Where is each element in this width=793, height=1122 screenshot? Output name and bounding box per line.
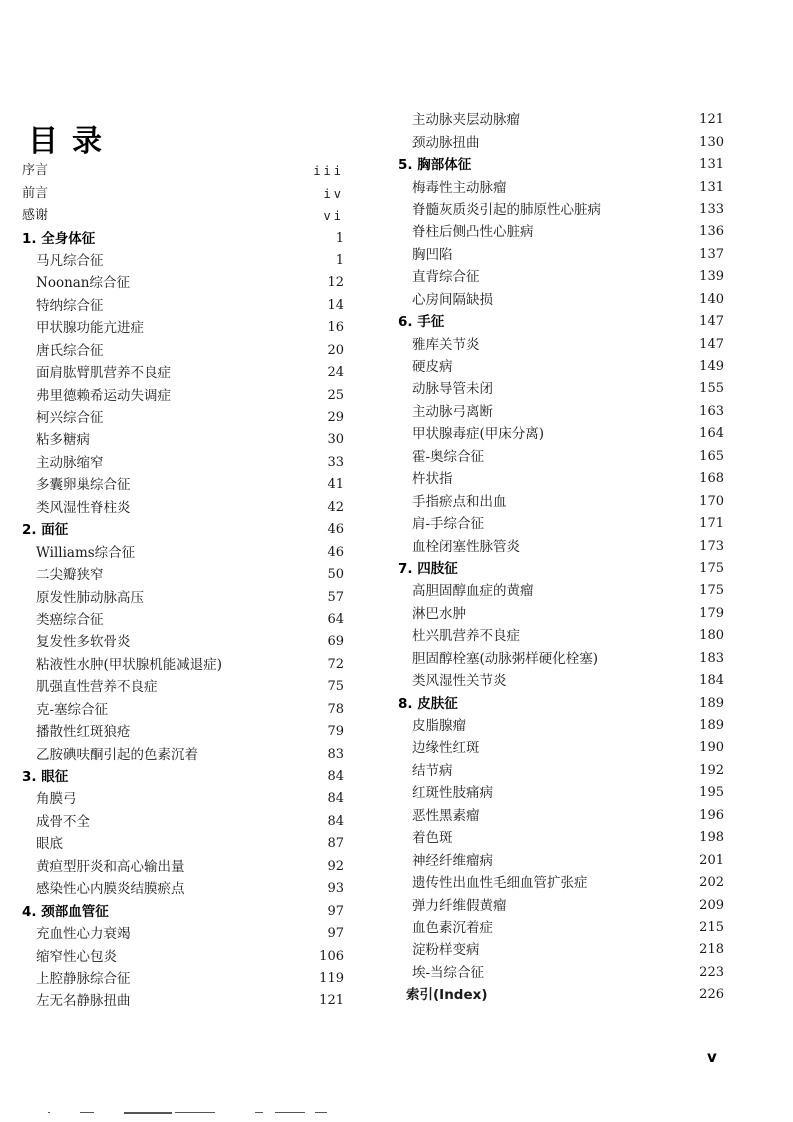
toc-entry-title: 4. 颈部血管征 (22, 903, 109, 920)
toc-entry (22, 541, 344, 563)
toc-entry-title: 杜兴肌营养不良症 (412, 628, 520, 645)
toc-entry-title: 皮脂腺瘤 (412, 718, 466, 735)
toc-page-number: 83 (327, 746, 344, 762)
toc-page-number: 92 (327, 858, 344, 874)
toc-entry (398, 289, 724, 311)
toc-entry (398, 670, 724, 692)
toc-entry-title: Noonan综合征 (36, 275, 131, 292)
toc-entry-title: 黄疸型肝炎和高心输出量 (36, 858, 185, 875)
toc-entry-title: 粘液性水肿(甲状腺机能减退症) (36, 656, 223, 673)
toc-entry (22, 654, 344, 676)
toc-page-number: 97 (327, 903, 344, 919)
toc-entry (22, 788, 344, 810)
toc-entry (22, 968, 344, 990)
toc-page-number: 175 (699, 560, 724, 576)
toc-page-number: vi (323, 209, 344, 224)
toc-entry-title: 梅毒性主动脉瘤 (412, 179, 507, 196)
toc-entry (22, 923, 344, 945)
toc-entry-title: 3. 眼征 (22, 769, 69, 786)
toc-entry (398, 827, 724, 849)
toc-entry (398, 333, 724, 355)
toc-entry (22, 452, 344, 474)
toc-entry (398, 535, 724, 557)
toc-page-number: 106 (319, 948, 344, 964)
toc-entry-title: 克-塞综合征 (36, 701, 109, 718)
toc-left-column (22, 160, 344, 1013)
toc-chapter (398, 558, 724, 580)
toc-entry (22, 384, 344, 406)
toc-entry-title: 特纳综合征 (36, 297, 104, 314)
toc-entry (398, 266, 724, 288)
toc-entry-title: 上腔静脉综合征 (36, 970, 131, 987)
toc-page-number: 121 (319, 993, 344, 1009)
toc-entry-title: 甲状腺功能亢进症 (36, 320, 144, 337)
page-title: 目录 (28, 124, 116, 160)
toc-entry (22, 676, 344, 698)
toc-entry (22, 743, 344, 765)
toc-page-number: 78 (327, 701, 344, 717)
toc-entry (398, 221, 724, 243)
toc-page-number: 136 (699, 224, 724, 240)
toc-right-column (398, 109, 724, 1007)
toc-chapter (398, 692, 724, 714)
toc-entry (398, 176, 724, 198)
toc-entry (22, 564, 344, 586)
toc-page-number: 155 (699, 381, 724, 397)
toc-page-number: iii (313, 164, 344, 179)
toc-entry-title: 心房间隔缺损 (412, 291, 493, 308)
toc-entry-title: 序言 (22, 163, 49, 179)
toc-entry (398, 244, 724, 266)
toc-page-number: 46 (327, 544, 344, 560)
toc-entry-title: 弗里德赖希运动失调症 (36, 387, 171, 404)
toc-entry-title: 原发性肺动脉高压 (36, 589, 144, 606)
toc-page-number: 226 (699, 987, 724, 1003)
toc-entry-title: 8. 皮肤征 (398, 695, 458, 712)
toc-page-number: 84 (327, 791, 344, 807)
toc-entry (22, 878, 344, 900)
toc-entry (398, 872, 724, 894)
toc-entry-title: 胆固醇栓塞(动脉粥样硬化栓塞) (412, 650, 599, 667)
toc-page-number: 130 (699, 134, 724, 150)
toc-entry-title: 复发性多软骨炎 (36, 634, 131, 651)
toc-entry-title: 5. 胸部体征 (398, 157, 472, 174)
toc-page-number: 75 (327, 679, 344, 695)
toc-page-number: 1 (335, 230, 344, 246)
toc-entry (22, 362, 344, 384)
toc-entry (398, 490, 724, 512)
toc-entry-title: 淀粉样变病 (412, 942, 480, 959)
toc-page-number: 131 (699, 157, 724, 173)
toc-entry (22, 856, 344, 878)
toc-entry-title: 神经纤维瘤病 (412, 852, 493, 869)
toc-entry (22, 295, 344, 317)
toc-page-number: 202 (699, 875, 724, 891)
toc-entry (22, 990, 344, 1012)
toc-index-entry (398, 984, 724, 1006)
toc-chapter (22, 900, 344, 922)
toc-entry-title: 淋巴水肿 (412, 605, 466, 622)
toc-entry (22, 497, 344, 519)
toc-page-number: 183 (699, 650, 724, 666)
toc-page-number: 189 (699, 718, 724, 734)
toc-entry (398, 715, 724, 737)
toc-entry (398, 356, 724, 378)
toc-entry-title: 红斑性肢痛病 (412, 785, 493, 802)
toc-entry (22, 317, 344, 339)
toc-page-number: 184 (699, 673, 724, 689)
toc-entry-title: 粘多糖病 (36, 432, 90, 449)
toc-entry-title: 恶性黑素瘤 (412, 807, 480, 824)
toc-page-number: 41 (327, 477, 344, 493)
toc-entry (22, 631, 344, 653)
toc-page-number: 149 (699, 359, 724, 375)
toc-entry (398, 580, 724, 602)
toc-entry-title: 血栓闭塞性脉管炎 (412, 538, 520, 555)
toc-entry-title: Williams综合征 (36, 544, 136, 561)
toc-entry-title: 二尖瓣狭窄 (36, 567, 104, 584)
toc-entry (398, 401, 724, 423)
toc-entry (22, 272, 344, 294)
toc-entry-title: 着色斑 (412, 830, 453, 847)
toc-page-number: 195 (699, 785, 724, 801)
toc-page-number: 147 (699, 336, 724, 352)
toc-entry (398, 513, 724, 535)
toc-entry-title: 甲状腺毒症(甲床分离) (412, 426, 545, 443)
toc-page-number: 173 (699, 538, 724, 554)
toc-entry (22, 609, 344, 631)
toc-entry (398, 603, 724, 625)
toc-entry-title: 血色素沉着症 (412, 919, 493, 936)
toc-entry-title: 前言 (22, 185, 49, 201)
toc-entry (398, 894, 724, 916)
toc-entry (398, 446, 724, 468)
toc-page-number: 69 (327, 634, 344, 650)
toc-entry-title: 2. 面征 (22, 522, 69, 539)
toc-entry (22, 721, 344, 743)
toc-entry-title: 手指瘀点和出血 (412, 493, 507, 510)
toc-entry (398, 737, 724, 759)
toc-entry-title: 6. 手征 (398, 314, 445, 331)
toc-page-number: 24 (327, 365, 344, 381)
toc-entry (22, 945, 344, 967)
toc-page-number: 1 (335, 252, 344, 268)
toc-entry-title: 直背综合征 (412, 269, 480, 286)
toc-page-number: 12 (327, 275, 344, 291)
toc-page-number: 30 (327, 432, 344, 448)
toc-entry (398, 423, 724, 445)
toc-page-number: 140 (699, 291, 724, 307)
toc-chapter (22, 519, 344, 541)
toc-page-number: 168 (699, 471, 724, 487)
toc-entry-title: 类风湿性关节炎 (412, 673, 507, 690)
toc-entry-title: 多囊卵巢综合征 (36, 477, 131, 494)
toc-entry-title: 主动脉缩窄 (36, 454, 104, 471)
toc-page-number: 119 (319, 970, 344, 986)
toc-entry-title: 成骨不全 (36, 813, 90, 830)
toc-entry-title: 胸凹陷 (412, 246, 453, 263)
toc-page-number: 179 (699, 605, 724, 621)
toc-entry (398, 199, 724, 221)
toc-entry (398, 648, 724, 670)
toc-page-number: 198 (699, 830, 724, 846)
toc-entry-title: 脊髓灰质炎引起的肺原性心脏病 (412, 201, 601, 218)
toc-entry-title: 1. 全身体征 (22, 230, 96, 247)
toc-entry-title: 颈动脉扭曲 (412, 134, 480, 151)
toc-entry (22, 407, 344, 429)
toc-entry (398, 625, 724, 647)
toc-page-number: 163 (699, 403, 724, 419)
toc-entry-title: 眼底 (36, 836, 63, 853)
toc-entry (398, 805, 724, 827)
toc-entry-title: 边缘性红斑 (412, 740, 480, 757)
toc-page-number: 93 (327, 881, 344, 897)
toc-page-number: 137 (699, 246, 724, 262)
toc-page-number: 42 (327, 499, 344, 515)
toc-page-number: 180 (699, 628, 724, 644)
toc-page-number: 64 (327, 611, 344, 627)
toc-page-number: 223 (699, 964, 724, 980)
toc-page-number: 139 (699, 269, 724, 285)
toc-entry-title: 结节病 (412, 762, 453, 779)
toc-page-number: 201 (699, 852, 724, 868)
toc-entry-title: 肩-手综合征 (412, 516, 485, 533)
toc-entry (398, 760, 724, 782)
toc-page-number: 147 (699, 314, 724, 330)
toc-entry (398, 378, 724, 400)
toc-page-number: 121 (699, 112, 724, 128)
toc-entry-title: 雅库关节炎 (412, 336, 480, 353)
toc-entry-title: 主动脉弓离断 (412, 403, 493, 420)
toc-entry (398, 917, 724, 939)
toc-entry (398, 939, 724, 961)
toc-chapter (398, 311, 724, 333)
toc-page-number: 57 (327, 589, 344, 605)
toc-page-number: 97 (327, 926, 344, 942)
toc-page-number: 87 (327, 836, 344, 852)
toc-page-number: 175 (699, 583, 724, 599)
toc-entry (22, 250, 344, 272)
toc-entry (22, 429, 344, 451)
toc-page-number: 33 (327, 454, 344, 470)
toc-entry (398, 849, 724, 871)
toc-entry (22, 182, 344, 204)
toc-page-number: 20 (327, 342, 344, 358)
toc-entry-title: 埃-当综合征 (412, 964, 485, 981)
toc-entry-title: 乙胺碘呋酮引起的色素沉着 (36, 746, 198, 763)
toc-page-number: 189 (699, 695, 724, 711)
toc-page-number: 84 (327, 769, 344, 785)
toc-entry (22, 699, 344, 721)
toc-entry-title: 主动脉夹层动脉瘤 (412, 112, 520, 129)
toc-page-number: 29 (327, 410, 344, 426)
toc-entry-title: 硬皮病 (412, 359, 453, 376)
toc-page-number: 192 (699, 762, 724, 778)
toc-chapter (22, 766, 344, 788)
toc-entry-title: 马凡综合征 (36, 252, 104, 269)
toc-entry-title: 感谢 (22, 208, 49, 224)
toc-page-number: 79 (327, 724, 344, 740)
toc-entry-title: 充血性心力衰竭 (36, 926, 131, 943)
toc-page-number: 196 (699, 807, 724, 823)
toc-entry-title: 高胆固醇血症的黄瘤 (412, 583, 534, 600)
toc-page-number: 133 (699, 201, 724, 217)
toc-entry-title: 柯兴综合征 (36, 410, 104, 427)
toc-entry (22, 340, 344, 362)
toc-page-number: 218 (699, 942, 724, 958)
toc-page-number: 190 (699, 740, 724, 756)
toc-page-number: 84 (327, 813, 344, 829)
toc-entry (22, 160, 344, 182)
toc-entry (22, 586, 344, 608)
toc-chapter (398, 154, 724, 176)
scan-noise (0, 1112, 793, 1115)
toc-page-number: 171 (699, 516, 724, 532)
toc-page-number: 170 (699, 493, 724, 509)
toc-entry (22, 205, 344, 227)
toc-entry-title: 肌强直性营养不良症 (36, 679, 158, 696)
toc-entry-title: 动脉导管未闭 (412, 381, 493, 398)
toc-page-number: 16 (327, 320, 344, 336)
toc-entry (398, 782, 724, 804)
toc-entry-title: 类风湿性脊柱炎 (36, 499, 131, 516)
toc-entry (22, 474, 344, 496)
toc-entry-title: 缩窄性心包炎 (36, 948, 117, 965)
toc-entry-title: 角膜弓 (36, 791, 77, 808)
toc-page-number: iv (323, 186, 344, 201)
toc-page-number: 50 (327, 567, 344, 583)
toc-entry-title: 唐氏综合征 (36, 342, 104, 359)
toc-entry-title: 索引(Index) (406, 987, 488, 1004)
toc-entry-title: 7. 四肢征 (398, 560, 458, 577)
toc-entry (398, 962, 724, 984)
toc-entry-title: 脊柱后侧凸性心脏病 (412, 224, 534, 241)
toc-page-number: 215 (699, 919, 724, 935)
toc-entry-title: 面肩肱臂肌营养不良症 (36, 365, 171, 382)
toc-page-number: 14 (327, 297, 344, 313)
page-number: v (707, 1048, 717, 1066)
toc-page-number: 165 (699, 448, 724, 464)
toc-entry-title: 杵状指 (412, 471, 453, 488)
toc-entry-title: 弹力纤维假黄瘤 (412, 897, 507, 914)
toc-page-number: 164 (699, 426, 724, 442)
toc-entry (22, 833, 344, 855)
toc-entry (398, 109, 724, 131)
toc-entry-title: 霍-奥综合征 (412, 448, 485, 465)
toc-page-number: 209 (699, 897, 724, 913)
toc-entry (22, 811, 344, 833)
toc-entry-title: 遗传性出血性毛细血管扩张症 (412, 875, 588, 892)
toc-entry-title: 左无名静脉扭曲 (36, 993, 131, 1010)
toc-entry-title: 类癌综合征 (36, 611, 104, 628)
toc-page-number: 72 (327, 656, 344, 672)
toc-entry-title: 播散性红斑狼疮 (36, 724, 131, 741)
toc-page-number: 46 (327, 522, 344, 538)
toc-page-number: 131 (699, 179, 724, 195)
toc-entry-title: 感染性心内膜炎结膜瘀点 (36, 881, 185, 898)
toc-chapter (22, 227, 344, 249)
toc-entry (398, 468, 724, 490)
toc-entry (398, 131, 724, 153)
toc-page-number: 25 (327, 387, 344, 403)
